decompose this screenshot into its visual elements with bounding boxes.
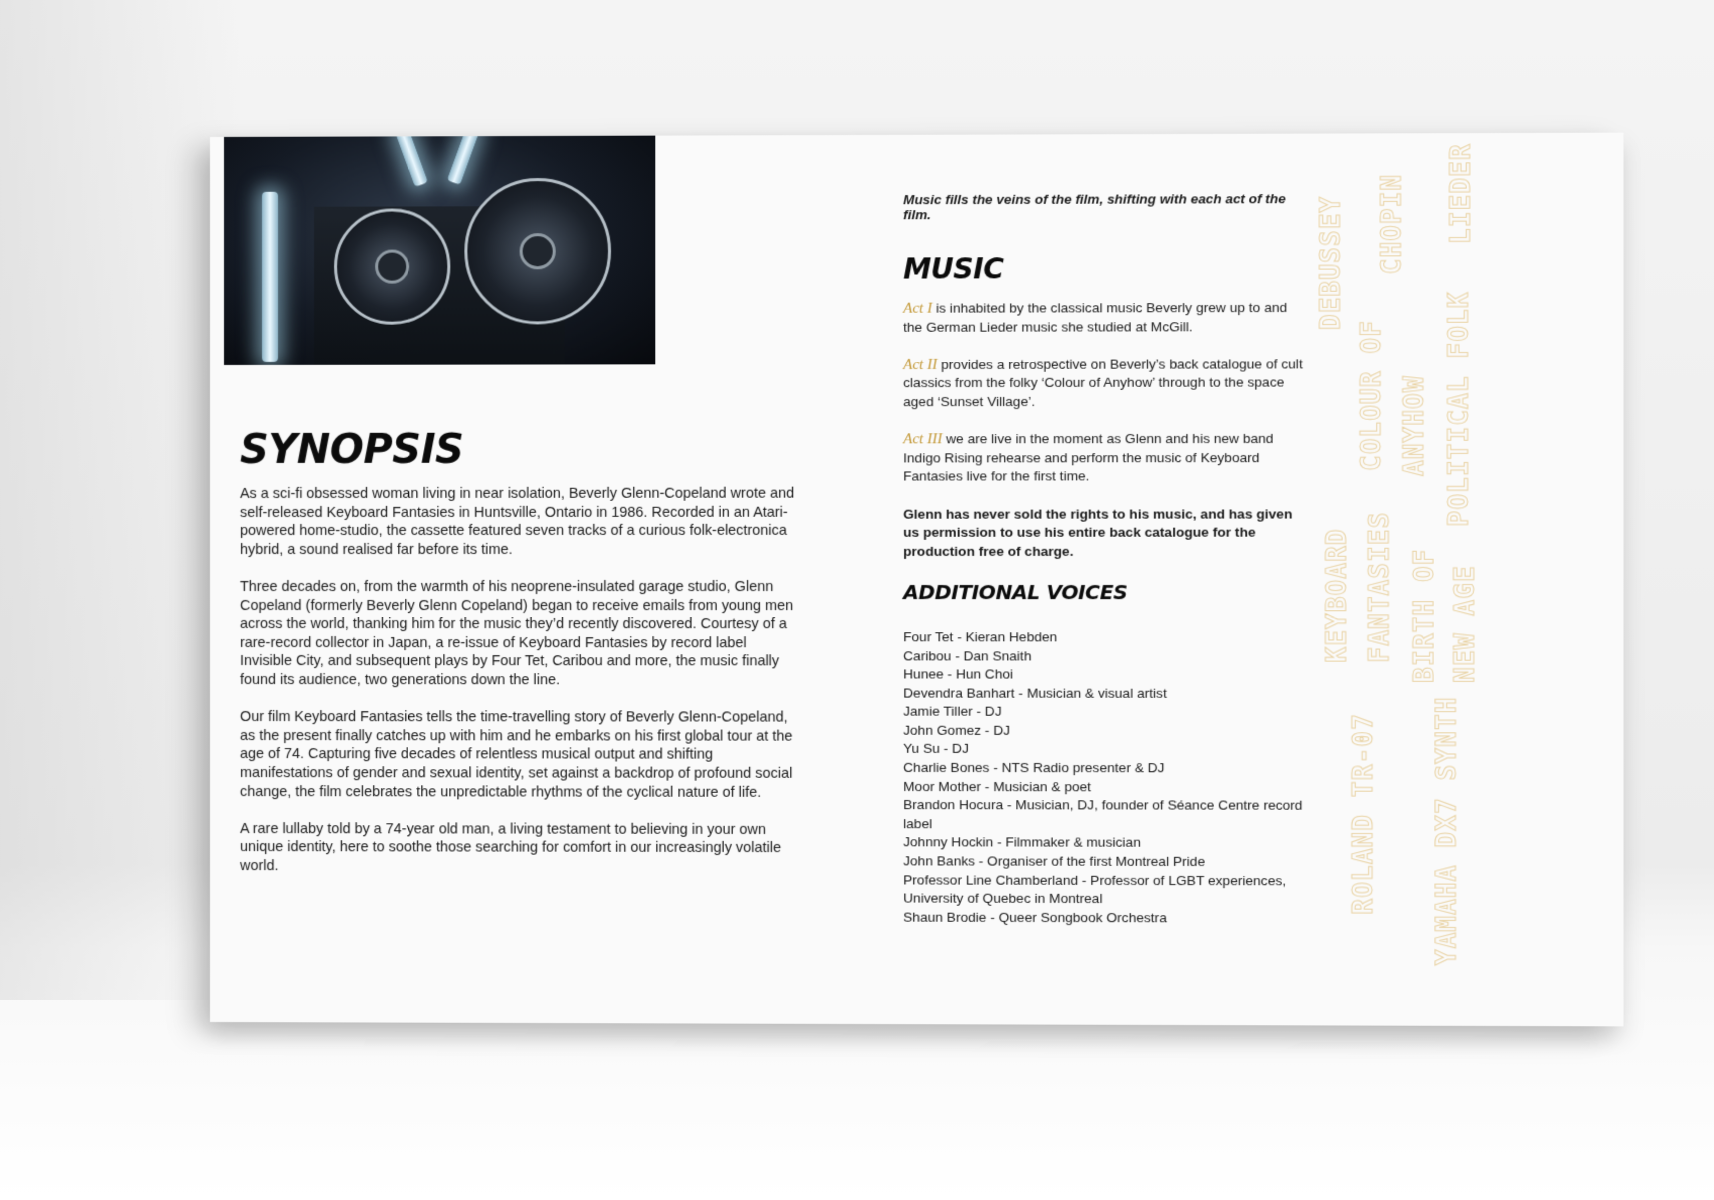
act-label: Act II bbox=[903, 356, 938, 373]
reel-to-reel-photo bbox=[224, 136, 655, 365]
voice-item: Yu Su - DJ bbox=[903, 741, 969, 757]
voice-item: Hunee - Hun Choi bbox=[903, 666, 1014, 682]
act-description bbox=[903, 355, 1308, 412]
voice-item: Brandon Hocura - Musician, DJ, founder of Séance Centre record label bbox=[903, 797, 1303, 832]
act-description bbox=[903, 430, 1308, 486]
synopsis-paragraph: Our film Keyboard Fantasies tells the time-travelling story of Beverly Glenn-Copeland, as the present finally catches up with him and he embarks on his first global tour at the age of 74. Capturing five decades of relentless musical output and shifting manifestations of gender and sexual identity, set against a backdrop of profound social change, the film celebrates the unpredictable rhythms of the cyclical nature of life. bbox=[239, 709, 793, 801]
act-description bbox=[903, 299, 1308, 337]
press-sheet bbox=[210, 133, 1624, 1027]
deco-word-keyboard: KEYBOARD bbox=[1322, 528, 1353, 663]
synopsis-paragraph: Three decades on, from the warmth of his neoprene-insulated garage studio, Glenn Copeland (formerly Beverly Glenn Copeland) began to receive emails from young men across the world, thanking him for the music they’d recently discovered. Courtesy of a rare-record collector in Japan, a re-issue of Keyboard Fantasies by record label Invisible City, and subsequent plays by Four Tet, Caribou and more, the music finally found its audience, two generations down the line. bbox=[239, 578, 794, 689]
rights-note: Glenn has never sold the rights to his music, and has given us permission to use his entire back catalogue for the production free of charge. bbox=[903, 505, 1293, 559]
deco-word-political-folk: POLITICAL FOLK bbox=[1444, 291, 1475, 527]
music-tagline: Music fills the veins of the film, shifting with each act of the film. bbox=[903, 191, 1286, 223]
deco-word-lieder: LIEDER bbox=[1446, 143, 1477, 245]
voice-item: Charlie Bones - NTS Radio presenter & DJ bbox=[903, 759, 1165, 776]
voices-list bbox=[903, 628, 1308, 928]
deco-word-new-age: NEW AGE bbox=[1450, 565, 1481, 683]
light-tube-top-right bbox=[447, 136, 480, 185]
voice-item: John Gomez - DJ bbox=[903, 722, 1011, 738]
wall-shadow bbox=[0, 0, 240, 1000]
act-label: Act III bbox=[903, 431, 943, 448]
act-label: Act I bbox=[903, 300, 933, 317]
synopsis-section bbox=[240, 426, 802, 895]
voice-item: Professor Line Chamberland - Professor of LGBT experiences, University of Quebec in Montreal bbox=[903, 872, 1287, 907]
voices-heading: ADDITIONAL VOICES bbox=[903, 579, 1128, 605]
voice-item: John Banks - Organiser of the first Montreal Pride bbox=[903, 853, 1206, 870]
voice-item: Caribou - Dan Snaith bbox=[903, 647, 1032, 663]
act-text: we are live in the moment as Glenn and his new band Indigo Rising rehearse and perform the music of Keyboard Fantasies live for the first time. bbox=[903, 431, 1274, 484]
music-heading: MUSIC bbox=[903, 252, 1004, 286]
reel-hub bbox=[375, 250, 409, 284]
tape-reel-left bbox=[334, 208, 450, 324]
synopsis-paragraph: As a sci-fi obsessed woman living in near isolation, Beverly Glenn-Copeland wrote and self-released Keyboard Fantasies in Huntsville, Ontario in 1986. Recorded in an Atari-powered home-studio, the cassette featured seven tracks of a curious folk-electronica hybrid, a sound realised far before its time. bbox=[239, 485, 795, 558]
deco-word-birth-of: BIRTH OF bbox=[1409, 548, 1441, 683]
deco-word-colour-of: COLOUR OF bbox=[1356, 319, 1388, 472]
voice-item: Moor Mother - Musician & poet bbox=[903, 778, 1092, 794]
deco-word-chopin: CHOPIN bbox=[1377, 173, 1408, 275]
voice-item: Devendra Banhart - Musician & visual artist bbox=[903, 685, 1167, 701]
tape-reel-right bbox=[464, 178, 611, 325]
deco-word-roland: ROLAND TR-07 bbox=[1348, 713, 1380, 915]
deco-word-fantasies: FANTASIES bbox=[1364, 511, 1396, 663]
light-tube-top-left bbox=[394, 136, 428, 187]
voice-item: Shaun Brodie - Queer Songbook Orchestra bbox=[903, 909, 1167, 926]
voice-item: Johnny Hockin - Filmmaker & musician bbox=[903, 834, 1141, 851]
music-section bbox=[903, 191, 1308, 928]
act-text: provides a retrospective on Beverly’s back catalogue of cult classics from the folky ‘Colour of Anyhow’ through to the space aged ‘Sunset Village’. bbox=[903, 356, 1303, 410]
light-tube-left bbox=[262, 192, 278, 362]
deco-word-yamaha: YAMAHA DX7 SYNTH bbox=[1432, 696, 1463, 966]
synopsis-heading: SYNOPSIS bbox=[239, 426, 464, 473]
voice-item: Four Tet - Kieran Hebden bbox=[903, 629, 1058, 645]
deco-word-anyhow: ANYHOW bbox=[1399, 375, 1431, 477]
deco-word-debussy: DEBUSSEY bbox=[1316, 195, 1347, 331]
reel-hub bbox=[520, 233, 556, 269]
act-text: is inhabited by the classical music Beverly grew up to and the German Lieder music she studied at McGill. bbox=[903, 299, 1288, 335]
synopsis-paragraph: A rare lullaby told by a 74-year old man, a living testament to believing in your own unique identity, here to soothe those searching for comfort in our increasingly volatile world. bbox=[239, 820, 782, 875]
voice-item: Jamie Tiller - DJ bbox=[903, 703, 1002, 720]
